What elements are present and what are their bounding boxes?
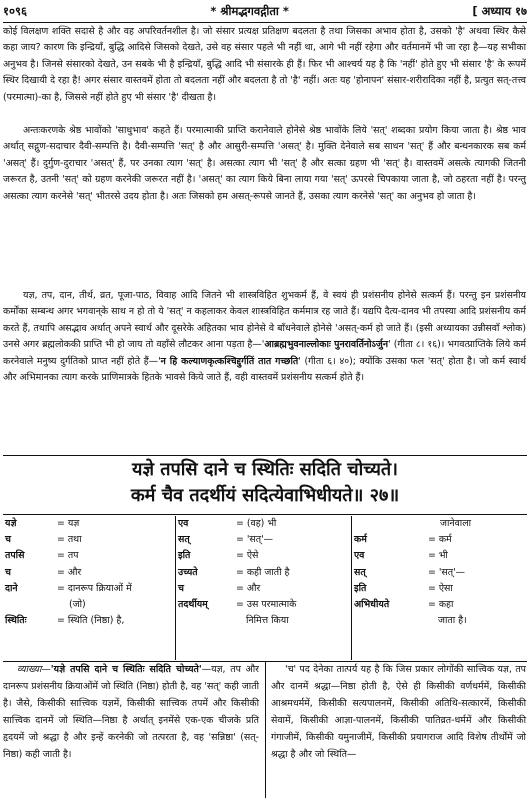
meaning-row: यज्ञे = यज्ञ (5, 518, 80, 529)
meaning-row: जानेवाला (440, 518, 472, 529)
verse-line-1: यज्ञे तपसि दाने च स्थितिः सदिति चोच्यते। (132, 459, 398, 480)
verse-quote: 'यज्ञे तपसि दाने च स्थितिः सदिति चोच्यते' (50, 664, 202, 675)
meaning-row: स्थितिः = स्थिति (निष्ठा) है, (5, 615, 125, 627)
meaning-column-3 (351, 516, 528, 660)
meaning-row: तदर्थीयम् = उस परमात्माके (178, 598, 297, 610)
paragraph-2: अन्तःकरणके श्रेष्ठ भावोंको 'साधुभाव' कहते हैं। परमात्माकी प्राप्ति करानेवाले होनेसे श्रेष्ठ भावोंके लिये 'सत्' शब्दका प्रयोग किया जाता है। श्रेष्ठ भाव अर्थात् सद्गुण-सदाचार दैवी-सम्पत्ति है। दैवी-सम्पत्ति 'सत्' है और आसुरी-सम्पत्ति 'असत्' है। मुक्ति देनेवाले सब साधन 'सत्' हैं और बन्धनकारक सब कर्म 'असत्' हैं। दुर्गुण-दुराचार 'असत्' हैं, पर उनका त्याग 'सत्' है। असत्का त्याग भी 'सत्' है और सत्का ग्रहण भी 'सत्' है। वास्तवमें असत्के त्यागकी जितनी जरूरत है, उतनी 'सत्' को ग्रहण करनेकी जरूरत नहीं है। 'असत्' का त्याग किये बिना लाया गया 'सत्' ऊपरसे चिपकाया जाता है, जो ठहरता नहीं है। परन्तु असत्का त्याग करनेसे 'सत्' भीतरसे उदय होता है। अतः जिसको हम असत्-रूपसे जानते हैं, उसका त्याग करनेसे 'सत्' का अनुभव हो जाता है। (3, 125, 526, 202)
meaning-row: अभिधीयते = कहा (354, 598, 454, 610)
meaning-row: सत् = 'सत्'— (178, 534, 274, 546)
meaning-row: कर्म = कर्म (354, 534, 452, 546)
page-number: १०९६ (3, 3, 27, 18)
meaning-row: च = तथा (5, 534, 82, 546)
meaning-row: तपसि = तप (5, 550, 79, 562)
meaning-row: च = और (5, 566, 82, 578)
page-header (3, 0, 527, 22)
meaning-column-2 (175, 516, 352, 660)
meaning-row: इति = ऐसे (178, 550, 259, 562)
header-rule (3, 22, 527, 23)
paragraph-1: कोई विलक्षण शक्ति सदासे है और वह अपरिवर्तनशील है। जो संसार प्रत्यक्ष प्रतिक्षण बदलता है तथा जिसका अभाव होता है, उसको 'है' अथवा स्थिर कैसे कहा जाय? कारण कि इन्द्रियाँ, बुद्धि आदिसे जिसको देखते, उसे वह संसार पहले भी नहीं था, आगे भी नहीं रहेगा और वर्तमानमें भी जा रहा है—यह सभीका अनुभव है। जिनसे संसारको देखते, उन सबके भी है इन्द्रियाँ, बुद्धि आदि भी संसारके ही हैं। फिर भी आश्चर्य यह है कि 'नहीं' होते हुए भी संसार 'है' के रूपमें स्थिर दिखायी दे रहा है! अगर संसार वास्तवमें होता तो बदलता नहीं और बदलता है तो 'है' नहीं। अतः यह 'होनापन' संसार-शरीरादिका नहीं है, प्रत्युत सत्-तत्त्व (परमात्मा)-का है, जिससे नहीं होते हुए भी संसार 'है' दीखता है। (3, 26, 526, 103)
quote-gita-6-40: न हि कल्याणकृत्कश्चिद्दुर्गतिं तात गच्छति (160, 355, 299, 367)
meaning-top-rule (3, 514, 527, 515)
meaning-row: जाता है। (438, 615, 467, 627)
chapter-label: [ अध्याय १७ (472, 3, 527, 18)
meaning-row: (जो) (69, 598, 86, 610)
meaning-row: च = और (178, 582, 261, 594)
meaning-row: एव = भी (354, 550, 448, 562)
meaning-row: निमित्त किया (246, 615, 289, 627)
verse-line-2: कर्म चैव तदर्थीयं सदित्येवाभिधीयते॥ २७॥ (130, 485, 400, 506)
meaning-row: दाने = दानरूप क्रियाओं में (5, 582, 132, 594)
paragraph-3: यज्ञ, तप, दान, तीर्थ, व्रत, पूजा-पाठ, विवाह आदि जितने भी शास्त्रविहित शुभकर्म हैं, वे स्वयं ही प्रशंसनीय होनेसे सत्कर्म हैं। परन्तु इन प्रशंसनीय कर्मोंका सम्बन्ध अगर भगवान्‌के साथ न हो तो ये 'सत्' न कहलाकर केवल शास्त्रविहित कर्ममात्र रह जाते हैं। यद्यपि दैत्य-दानव भी तपस्या आदि प्रशंसनीय कर्म करते हैं, तथापि असद्भाव अर्थात् अपने स्वार्थ और दूसरेके अहितका भाव होनेसे वे बाँधनेवाले होनेसे 'असत्-कर्म हो जाते हैं। (इसी अध्यायका उन्नीसवाँ श्लोक) उनसे अगर ब्रह्मलोककी प्राप्ति भी हो जाय तो वहाँसे लौटकर आना पड़ता है—'आब्रह्मभुवनाल्लोकाः पुनरावर्तिनोऽर्जुन' (गीता ८। १६)। भगवत्प्राप्तिके लिये कर्म करनेवाले मनुष्य दुर्गतिको प्राप्त नहीं होते हैं—'न हि कल्याणकृत्कश्चिद्दुर्गतिं तात गच्छति' (गीता ६। ४०); क्योंकि उसका फल 'सत्' होता है। जो कर्म स्वार्थ और अभिमानका त्याग करके प्राणिमात्रके हितके भावसे किये जाते हैं, वही वास्तवमें प्रशंसनीय सत्कर्म होते हैं। (3, 290, 526, 384)
column-divider (265, 662, 266, 798)
verse-top-rule (3, 455, 527, 456)
running-title: * श्रीमद्भगवद्गीता * (210, 3, 289, 18)
meaning-row: सत् = 'सत्'— (354, 566, 466, 578)
quote-gita-8-16: आब्रह्मभुवनाल्लोकाः पुनरावर्तिनोऽर्जुन (264, 339, 389, 351)
meaning-row: एव = (वह) भी (178, 518, 277, 529)
meaning-row: उच्यते = कही जाती है (178, 566, 290, 578)
vyakhya-label: व्याख्या— (17, 664, 51, 675)
meaning-column-1 (3, 516, 175, 660)
commentary-right: 'च' पद देनेका तात्पर्य यह है कि जिस प्रकार लोगोंकी सात्त्विक यज्ञ, तप और दानमें श्रद्धा—निष्ठा होती है, ऐसे ही किसीकी वर्णधर्ममें, किसीकी आश्रमधर्ममें, किसीकी सत्यपालनमें, किसीकी अतिथि-सत्कारमें, किसीकी सेवामें, किसीकी आज्ञा-पालनमें, किसीकी पातिव्रत-धर्ममें और किसीकी गंगाजीमें, किसीकी यमुनाजीमें, किसीकी प्रयागराज आदि विशेष तीर्थोंमें जो श्रद्धा है और जो स्थिति— (271, 664, 526, 760)
meaning-row: इति = ऐसा (354, 582, 453, 594)
word-meaning-grid (3, 516, 527, 660)
commentary-left: व्याख्या—'यज्ञे तपसि दाने च स्थितिः सदिति चोच्यते'—यज्ञ, तप और दानरूप प्रशंसनीय क्रियाओंमें जो स्थिति (निष्ठा) होती है, वह 'सत्' कही जाती है। जैसे, किसीकी सात्त्विक यज्ञमें, किसीकी सात्त्विक तपमें और किसीकी सात्त्विक दानमें जो स्थिति—निष्ठा है अर्थात् इनमेंसे एक-एक चीजके प्रति हृदयमें जो श्रद्धा है और इन्हें करनेकी जो तत्परता है, वह 'सन्निष्ठा' (सत्-निष्ठा) कही जाती है। (3, 664, 260, 760)
